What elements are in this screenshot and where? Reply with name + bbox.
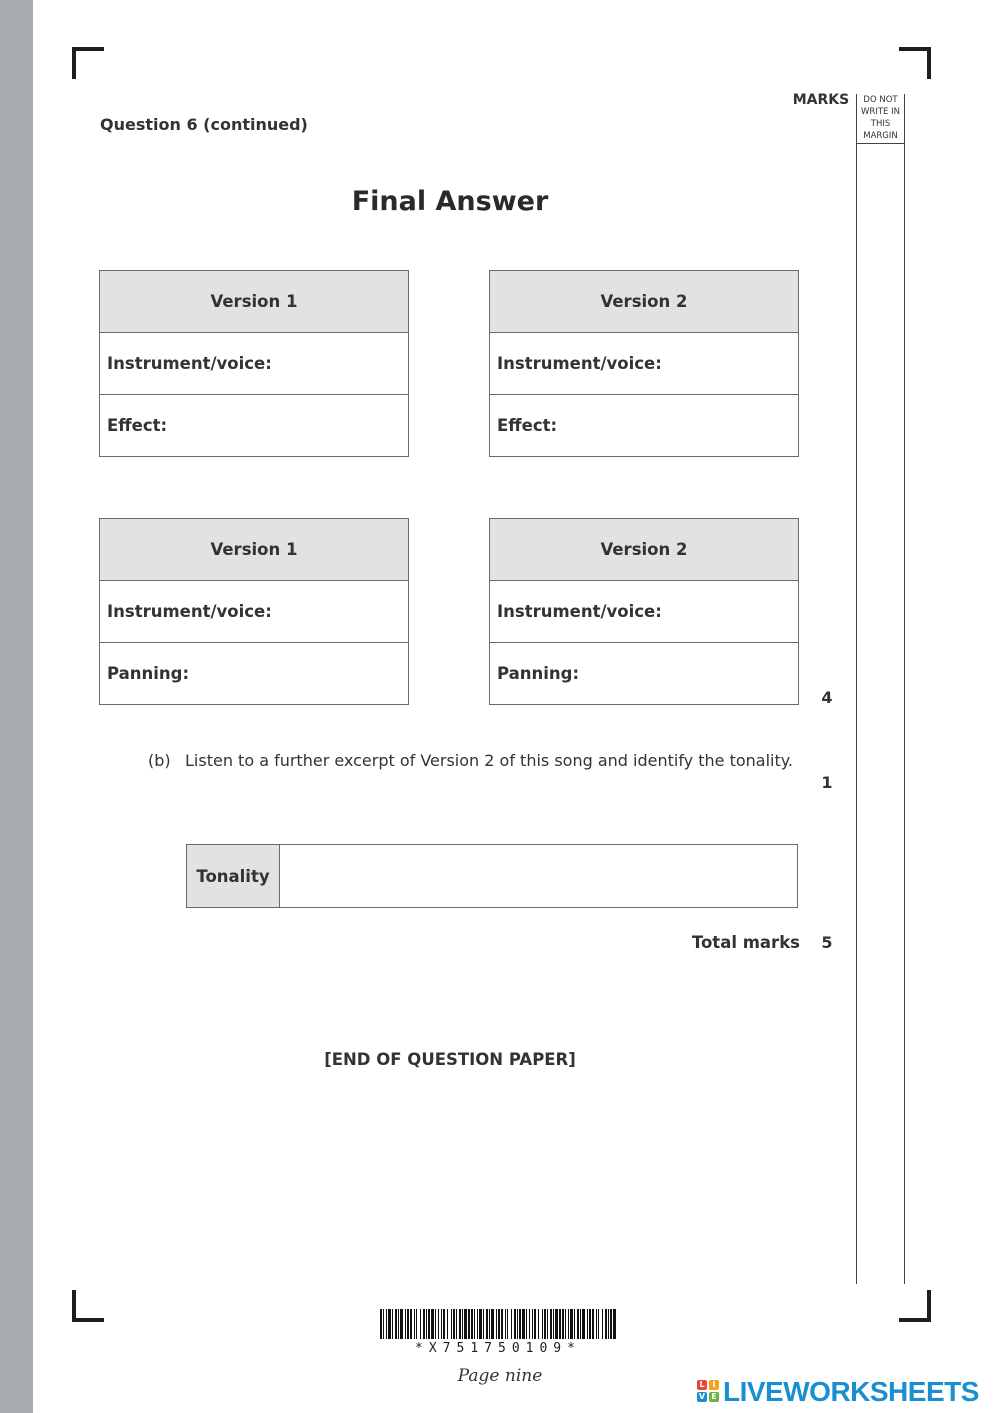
barcode-bar (474, 1309, 475, 1339)
barcode-bar (580, 1309, 581, 1339)
barcode-bar (420, 1309, 421, 1339)
barcode-bar (574, 1309, 575, 1339)
barcode-bar (456, 1309, 457, 1339)
barcode-bar (501, 1309, 503, 1339)
barcode-bar (462, 1309, 463, 1339)
logo-letter: I (709, 1380, 719, 1390)
barcode-bar (426, 1309, 427, 1339)
barcode-bar (479, 1309, 482, 1339)
barcode-bar (491, 1309, 494, 1339)
barcode-bar (416, 1309, 417, 1339)
barcode-bar (468, 1309, 470, 1339)
panning-field[interactable]: Panning: (100, 643, 409, 705)
instrument-voice-field[interactable]: Instrument/voice: (490, 581, 799, 643)
barcode-bar (388, 1309, 391, 1339)
question-label: Question 6 (continued) (100, 115, 308, 134)
tonality-answer-field[interactable] (280, 845, 798, 908)
barcode-bar (532, 1309, 533, 1339)
margin-note-line: WRITE IN (861, 107, 900, 117)
barcode-bar (577, 1309, 579, 1339)
part-a-marks: 4 (821, 688, 833, 707)
barcode-bar (477, 1309, 478, 1339)
barcode-bar (555, 1309, 558, 1339)
barcode-bar (522, 1309, 525, 1339)
barcode-bar (511, 1309, 512, 1339)
instrument-voice-field[interactable]: Instrument/voice: (490, 333, 799, 395)
table-header: Version 2 (490, 519, 799, 581)
barcode-bar (405, 1309, 406, 1339)
barcode-bar (507, 1309, 508, 1339)
barcode-bar (602, 1309, 603, 1339)
end-of-paper-text: [END OF QUESTION PAPER] (324, 1050, 576, 1069)
table-header: Version 1 (100, 271, 409, 333)
barcode-bar (610, 1309, 612, 1339)
crop-mark-bottom-right (899, 1290, 931, 1322)
barcode-bar (550, 1309, 552, 1339)
answer-table-version-1-panning (99, 518, 409, 705)
part-b-text: Listen to a further excerpt of Version 2 of this song and identify the tonality. (185, 751, 794, 770)
instrument-voice-field[interactable]: Instrument/voice: (100, 581, 409, 643)
barcode-bar (526, 1309, 527, 1339)
barcode-text: *X751750109* (415, 1341, 581, 1356)
barcode-bar (392, 1309, 393, 1339)
barcode-bar (529, 1309, 530, 1339)
crop-mark-bottom-left (72, 1290, 104, 1322)
answer-table-version-2-panning (489, 518, 799, 705)
barcode-bar (441, 1309, 442, 1339)
barcode-bar (562, 1309, 564, 1339)
barcode-bar (592, 1309, 594, 1339)
liveworksheets-icon (697, 1380, 721, 1404)
do-not-write-margin (856, 94, 905, 1284)
barcode-bar (383, 1309, 384, 1339)
answer-table-version-1-effect (99, 270, 409, 457)
barcode-bar (498, 1309, 500, 1339)
barcode-bar (613, 1309, 616, 1339)
crop-mark-top-left (72, 47, 104, 79)
barcode-bar (380, 1309, 382, 1339)
page-heading: Final Answer (351, 186, 549, 217)
barcode-bar (464, 1309, 467, 1339)
barcode-bar (459, 1309, 461, 1339)
barcode-bar (447, 1309, 448, 1339)
barcode-bar (542, 1309, 543, 1339)
barcode-bar (568, 1309, 569, 1339)
barcode-bar (589, 1309, 591, 1339)
table-header: Version 1 (100, 519, 409, 581)
barcode-bar (414, 1309, 415, 1339)
tonality-label: Tonality (187, 845, 280, 908)
barcode-bar (431, 1309, 434, 1339)
page-number: Page nine (457, 1366, 543, 1386)
barcode-bar (435, 1309, 436, 1339)
barcode-bar (538, 1309, 539, 1339)
margin-note (857, 94, 904, 144)
barcode-bar (582, 1309, 585, 1339)
barcode-bar (570, 1309, 573, 1339)
logo-letter: E (709, 1392, 719, 1402)
logo-letter: L (697, 1380, 707, 1390)
panning-field[interactable]: Panning: (490, 643, 799, 705)
barcode-bar (547, 1309, 548, 1339)
marks-heading: MARKS (792, 92, 850, 108)
barcode-bar (553, 1309, 554, 1339)
barcode-bar (407, 1309, 409, 1339)
barcode-bar (443, 1309, 445, 1339)
barcode-bar (398, 1309, 399, 1339)
barcode-bar (428, 1309, 430, 1339)
total-marks-value: 5 (821, 933, 833, 952)
barcode-bar (605, 1309, 607, 1339)
barcode-bar (517, 1309, 518, 1339)
barcode-bar (596, 1309, 597, 1339)
barcode-bar (496, 1309, 497, 1339)
effect-field[interactable]: Effect: (490, 395, 799, 457)
barcode-bar (587, 1309, 588, 1339)
instrument-voice-field[interactable]: Instrument/voice: (100, 333, 409, 395)
margin-note-line: MARGIN (863, 131, 898, 141)
crop-mark-top-right (899, 47, 931, 79)
barcode-bar (598, 1309, 599, 1339)
barcode-bar (386, 1309, 387, 1339)
barcode-bar (438, 1309, 439, 1339)
barcode-bar (505, 1309, 506, 1339)
total-marks-label: Total marks (691, 933, 800, 952)
barcode-bar (559, 1309, 561, 1339)
effect-field[interactable]: Effect: (100, 395, 409, 457)
barcode-bar (471, 1309, 473, 1339)
barcode-bar (400, 1309, 403, 1339)
barcode-bar (544, 1309, 546, 1339)
barcode-bar (486, 1309, 488, 1339)
barcode-bar (451, 1309, 452, 1339)
barcode-bar (519, 1309, 521, 1339)
barcode-bar (423, 1309, 425, 1339)
part-b-letter: (b) (148, 751, 171, 770)
barcode-bar (534, 1309, 536, 1339)
barcode-bar (395, 1309, 397, 1339)
barcode-bar (608, 1309, 609, 1339)
logo-letter: V (698, 1392, 706, 1401)
margin-note-line: THIS (870, 119, 891, 129)
barcode-image (380, 1309, 616, 1339)
answer-table-version-2-effect (489, 270, 799, 457)
liveworksheets-text: LIVEWORKSHEETS (723, 1376, 979, 1407)
barcode-bar (489, 1309, 490, 1339)
barcode-bar (565, 1309, 566, 1339)
margin-note-line: DO NOT (863, 95, 898, 105)
barcode-bar (483, 1309, 484, 1339)
barcode-bar (410, 1309, 412, 1339)
barcode-bar (453, 1309, 455, 1339)
barcode-bar (514, 1309, 516, 1339)
tonality-table (186, 844, 798, 908)
part-b-marks: 1 (821, 773, 833, 792)
table-header: Version 2 (490, 271, 799, 333)
